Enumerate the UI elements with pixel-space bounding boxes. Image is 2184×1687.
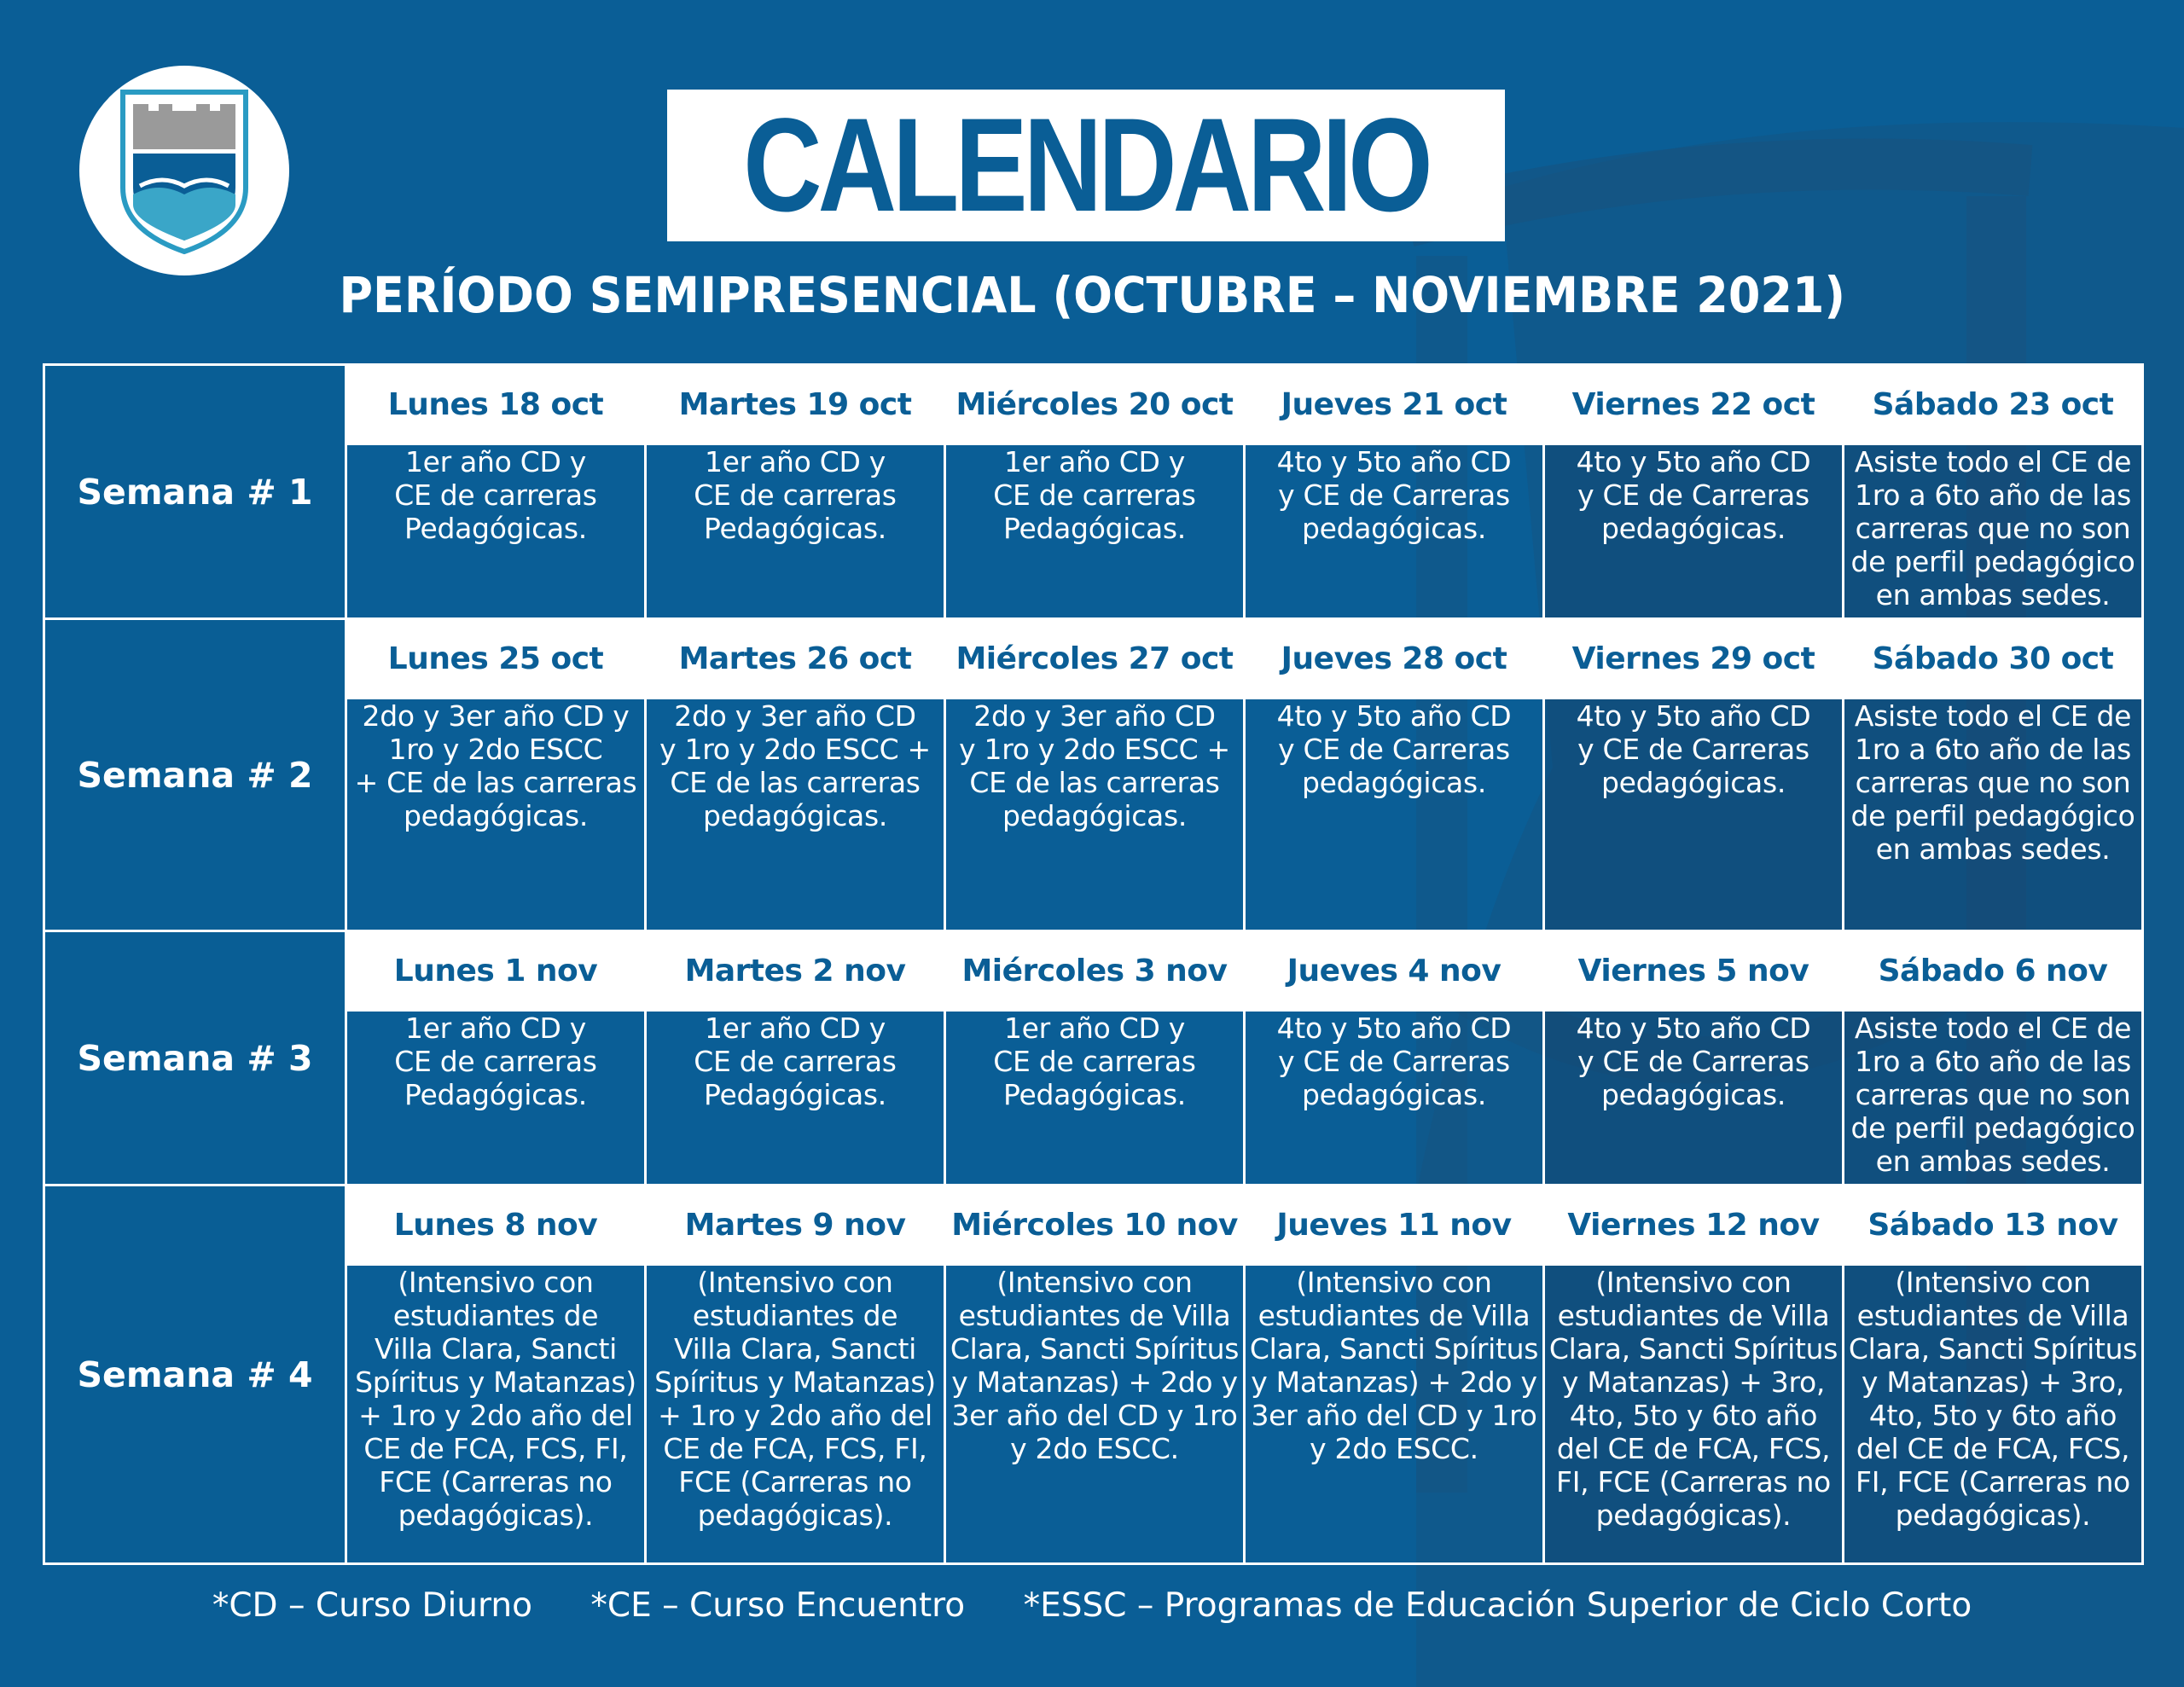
week-label: Semana # 4 bbox=[44, 1186, 346, 1564]
day-header: Martes 19 oct bbox=[646, 365, 945, 444]
week-1-head-row bbox=[44, 365, 2143, 444]
day-header: Lunes 25 oct bbox=[346, 619, 646, 699]
day-header: Jueves 21 oct bbox=[1245, 365, 1544, 444]
day-cell bbox=[1844, 699, 2143, 931]
day-header: Miércoles 10 nov bbox=[945, 1186, 1245, 1265]
legend-cd: *CD – Curso Diurno bbox=[212, 1586, 532, 1625]
day-cell-text: 1er año CD y CE de carreras Pedagógicas. bbox=[394, 445, 597, 545]
week-label: Semana # 3 bbox=[44, 931, 346, 1186]
day-cell-text: (Intensivo con estudiantes de Villa Clara, Sancti Spíritus y Matanzas) + 2do y 3er año del CD y 1ro y 2do ESCC. bbox=[1249, 1266, 1539, 1465]
week-3-body-row bbox=[44, 1011, 2143, 1186]
calendar-table bbox=[43, 363, 2144, 1565]
day-cell-text: 4to y 5to año CD y CE de Carreras pedagógicas. bbox=[1576, 1012, 1811, 1111]
day-cell bbox=[1544, 1265, 1844, 1564]
day-cell bbox=[945, 1265, 1245, 1564]
day-header: Sábado 30 oct bbox=[1844, 619, 2143, 699]
day-cell-text: Asiste todo el CE de 1ro a 6to año de las carreras que no son de perfil pedagógico en ambas sedes. bbox=[1850, 445, 2135, 612]
day-cell-text: 1er año CD y CE de carreras Pedagógicas. bbox=[993, 1012, 1196, 1111]
day-cell bbox=[1844, 1011, 2143, 1186]
day-cell bbox=[346, 699, 646, 931]
page-title: CALENDARIO bbox=[743, 91, 1429, 240]
day-header: Miércoles 3 nov bbox=[945, 931, 1245, 1011]
day-header: Lunes 8 nov bbox=[346, 1186, 646, 1265]
day-header: Jueves 11 nov bbox=[1245, 1186, 1544, 1265]
page-subtitle bbox=[0, 266, 2184, 324]
week-4-head-row bbox=[44, 1186, 2143, 1265]
day-header: Jueves 4 nov bbox=[1245, 931, 1544, 1011]
day-cell-text: (Intensivo con estudiantes de Villa Clara, Sancti Spíritus y Matanzas) + 2do y 3er año del CD y 1ro y 2do ESCC. bbox=[950, 1266, 1240, 1465]
university-logo bbox=[79, 66, 289, 275]
day-cell bbox=[945, 444, 1245, 619]
day-cell bbox=[1544, 444, 1844, 619]
day-cell bbox=[1245, 1011, 1544, 1186]
day-cell bbox=[646, 1265, 945, 1564]
day-cell-text: 4to y 5to año CD y CE de Carreras pedagógicas. bbox=[1276, 1012, 1512, 1111]
day-header: Martes 2 nov bbox=[646, 931, 945, 1011]
week-label: Semana # 1 bbox=[44, 365, 346, 619]
university-shield-icon bbox=[116, 85, 253, 256]
day-cell-text: 4to y 5to año CD y CE de Carreras pedagógicas. bbox=[1576, 445, 1811, 545]
day-cell-text: Asiste todo el CE de 1ro a 6to año de las carreras que no son de perfil pedagógico en ambas sedes. bbox=[1850, 1012, 2135, 1178]
day-cell bbox=[346, 1265, 646, 1564]
day-header: Sábado 23 oct bbox=[1844, 365, 2143, 444]
day-cell bbox=[646, 1011, 945, 1186]
day-cell-text: Asiste todo el CE de 1ro a 6to año de las carreras que no son de perfil pedagógico en ambas sedes. bbox=[1850, 699, 2135, 866]
day-cell-text: (Intensivo con estudiantes de Villa Clara, Sancti Spíritus y Matanzas) + 3ro, 4to, 5to y 6to año del CE de FCA, FCS, FI, FCE (Carreras no pedagógicas). bbox=[1548, 1266, 1838, 1532]
day-cell-text: 4to y 5to año CD y CE de Carreras pedagógicas. bbox=[1276, 699, 1512, 799]
day-cell bbox=[945, 1011, 1245, 1186]
day-header: Miércoles 27 oct bbox=[945, 619, 1245, 699]
week-label: Semana # 2 bbox=[44, 619, 346, 931]
week-2-head-row bbox=[44, 619, 2143, 699]
day-cell-text: 1er año CD y CE de carreras Pedagógicas. bbox=[394, 1012, 597, 1111]
day-header: Sábado 6 nov bbox=[1844, 931, 2143, 1011]
day-header: Viernes 5 nov bbox=[1544, 931, 1844, 1011]
day-cell-text: 2do y 3er año CD y 1ro y 2do ESCC + CE de las carreras pedagógicas. bbox=[959, 699, 1230, 832]
day-cell-text: (Intensivo con estudiantes de Villa Clara, Sancti Spíritus y Matanzas) + 3ro, 4to, 5to y 6to año del CE de FCA, FCS, FI, FCE (Carreras no pedagógicas). bbox=[1848, 1266, 2138, 1532]
day-cell bbox=[1544, 1011, 1844, 1186]
day-cell-text: (Intensivo con estudiantes de Villa Clara, Sancti Spíritus y Matanzas) + 1ro y 2do año del CE de FCA, FCS, FI, FCE (Carreras no pedagógicas). bbox=[355, 1266, 636, 1532]
day-cell bbox=[1245, 444, 1544, 619]
day-cell-text: 4to y 5to año CD y CE de Carreras pedagógicas. bbox=[1576, 699, 1811, 799]
day-header: Lunes 18 oct bbox=[346, 365, 646, 444]
day-header: Jueves 28 oct bbox=[1245, 619, 1544, 699]
day-cell bbox=[346, 1011, 646, 1186]
day-cell-text: 2do y 3er año CD y 1ro y 2do ESCC + CE de las carreras pedagógicas. bbox=[659, 699, 931, 832]
day-header: Martes 26 oct bbox=[646, 619, 945, 699]
day-header: Viernes 12 nov bbox=[1544, 1186, 1844, 1265]
day-cell-text: 1er año CD y CE de carreras Pedagógicas. bbox=[694, 445, 897, 545]
week-4-body-row bbox=[44, 1265, 2143, 1564]
day-cell bbox=[1544, 699, 1844, 931]
title-banner bbox=[667, 90, 1505, 241]
week-1-body-row bbox=[44, 444, 2143, 619]
day-cell-text: 4to y 5to año CD y CE de Carreras pedagógicas. bbox=[1276, 445, 1512, 545]
day-cell-text: 1er año CD y CE de carreras Pedagógicas. bbox=[694, 1012, 897, 1111]
day-header: Lunes 1 nov bbox=[346, 931, 646, 1011]
day-header: Viernes 29 oct bbox=[1544, 619, 1844, 699]
day-header: Martes 9 nov bbox=[646, 1186, 945, 1265]
day-header: Sábado 13 nov bbox=[1844, 1186, 2143, 1265]
day-cell bbox=[1844, 444, 2143, 619]
week-3-head-row bbox=[44, 931, 2143, 1011]
day-cell bbox=[1245, 1265, 1544, 1564]
day-cell bbox=[945, 699, 1245, 931]
day-cell-text: 2do y 3er año CD y 1ro y 2do ESCC + CE de las carreras pedagógicas. bbox=[354, 699, 637, 832]
week-2-body-row bbox=[44, 699, 2143, 931]
day-header: Miércoles 20 oct bbox=[945, 365, 1245, 444]
legend-ce: *CE – Curso Encuentro bbox=[590, 1586, 966, 1625]
footer-legend bbox=[0, 1586, 2184, 1625]
day-cell bbox=[1245, 699, 1544, 931]
legend-escc: *ESSC – Programas de Educación Superior de Ciclo Corto bbox=[1023, 1586, 1972, 1625]
day-cell bbox=[346, 444, 646, 619]
day-cell-text: (Intensivo con estudiantes de Villa Clara, Sancti Spíritus y Matanzas) + 1ro y 2do año del CE de FCA, FCS, FI, FCE (Carreras no pedagógicas). bbox=[654, 1266, 936, 1532]
subtitle-text: PERÍODO SEMIPRESENCIAL (OCTUBRE – NOVIEMBRE 2021) bbox=[339, 266, 1845, 324]
day-cell bbox=[646, 699, 945, 931]
day-cell-text: 1er año CD y CE de carreras Pedagógicas. bbox=[993, 445, 1196, 545]
day-cell bbox=[646, 444, 945, 619]
day-header: Viernes 22 oct bbox=[1544, 365, 1844, 444]
day-cell bbox=[1844, 1265, 2143, 1564]
